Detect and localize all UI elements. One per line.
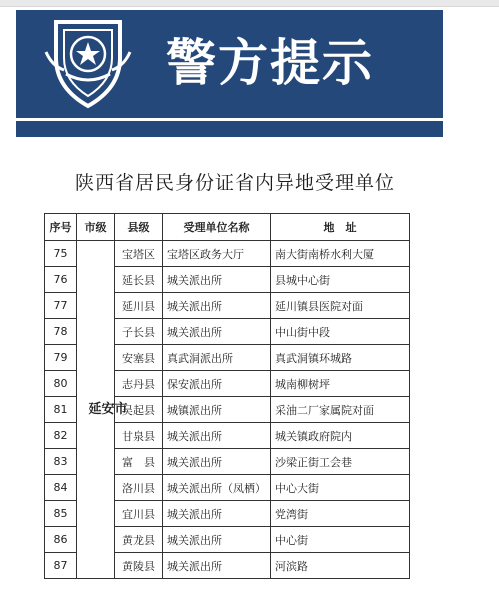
row-address: 中心大街: [271, 475, 410, 501]
row-seq: 87: [45, 553, 77, 579]
row-county: 洛川县: [115, 475, 163, 501]
row-seq: 82: [45, 423, 77, 449]
row-address: 真武洞镇环城路: [271, 345, 410, 371]
police-emblem-icon: [42, 18, 134, 110]
row-address: 采油二厂家属院对面: [271, 397, 410, 423]
row-seq: 84: [45, 475, 77, 501]
row-unit: 城关派出所: [163, 423, 271, 449]
row-county: 吴起县: [115, 397, 163, 423]
row-unit: 保安派出所: [163, 371, 271, 397]
table-row: [45, 241, 410, 267]
banner-title: 警方提示: [166, 34, 374, 92]
row-address: 中心街: [271, 527, 410, 553]
row-unit: 城关派出所: [163, 319, 271, 345]
row-seq: 83: [45, 449, 77, 475]
row-unit: 城关派出所: [163, 527, 271, 553]
row-seq: 85: [45, 501, 77, 527]
row-county: 志丹县: [115, 371, 163, 397]
city-name: 延安市: [88, 401, 128, 417]
row-address: 沙梁正街工会巷: [271, 449, 410, 475]
row-seq: 80: [45, 371, 77, 397]
row-county: 宝塔区: [115, 241, 163, 267]
row-county: 富 县: [115, 449, 163, 475]
row-address: 城关镇政府院内: [271, 423, 410, 449]
row-seq: 86: [45, 527, 77, 553]
row-seq: 78: [45, 319, 77, 345]
row-address: 县城中心街: [271, 267, 410, 293]
row-unit: 城关派出所: [163, 293, 271, 319]
header-unit: 受理单位名称: [163, 214, 271, 241]
row-county: 安塞县: [115, 345, 163, 371]
row-seq: 77: [45, 293, 77, 319]
banner-stripe: [16, 121, 443, 137]
acceptance-units-table: [44, 213, 410, 579]
row-county: 宜川县: [115, 501, 163, 527]
city-cell: [77, 241, 128, 579]
row-unit: 城关派出所（凤栖）: [163, 475, 271, 501]
row-address: 延川镇县医院对面: [271, 293, 410, 319]
row-unit: 真武洞派出所: [163, 345, 271, 371]
row-seq: 81: [45, 397, 77, 423]
row-unit: 宝塔区政务大厅: [163, 241, 271, 267]
police-notice-banner: [16, 10, 443, 118]
document-title: 陕西省居民身份证省内异地受理单位: [74, 172, 395, 194]
row-county: 黄龙县: [115, 527, 163, 553]
table-header-row: [45, 214, 410, 241]
row-unit: 城关派出所: [163, 267, 271, 293]
row-county: 延川县: [115, 293, 163, 319]
row-seq: 79: [45, 345, 77, 371]
top-cropped-strip: [0, 0, 499, 7]
row-seq: 75: [45, 241, 77, 267]
row-address: 南大街南桥水利大厦: [271, 241, 410, 267]
header-seq: 序号: [45, 214, 77, 241]
row-address: 党湾街: [271, 501, 410, 527]
header-address: 地 址: [271, 214, 410, 241]
row-county: 子长县: [115, 319, 163, 345]
row-county: 甘泉县: [115, 423, 163, 449]
row-unit: 城关派出所: [163, 501, 271, 527]
row-unit: 城关派出所: [163, 553, 271, 579]
row-county: 延长县: [115, 267, 163, 293]
header-county: 县级: [115, 214, 163, 241]
row-unit: 城镇派出所: [163, 397, 271, 423]
row-seq: 76: [45, 267, 77, 293]
row-address: 城南柳树坪: [271, 371, 410, 397]
row-county: 黄陵县: [115, 553, 163, 579]
row-unit: 城关派出所: [163, 449, 271, 475]
row-address: 中山街中段: [271, 319, 410, 345]
header-city: 市级: [77, 214, 115, 241]
row-address: 河滨路: [271, 553, 410, 579]
